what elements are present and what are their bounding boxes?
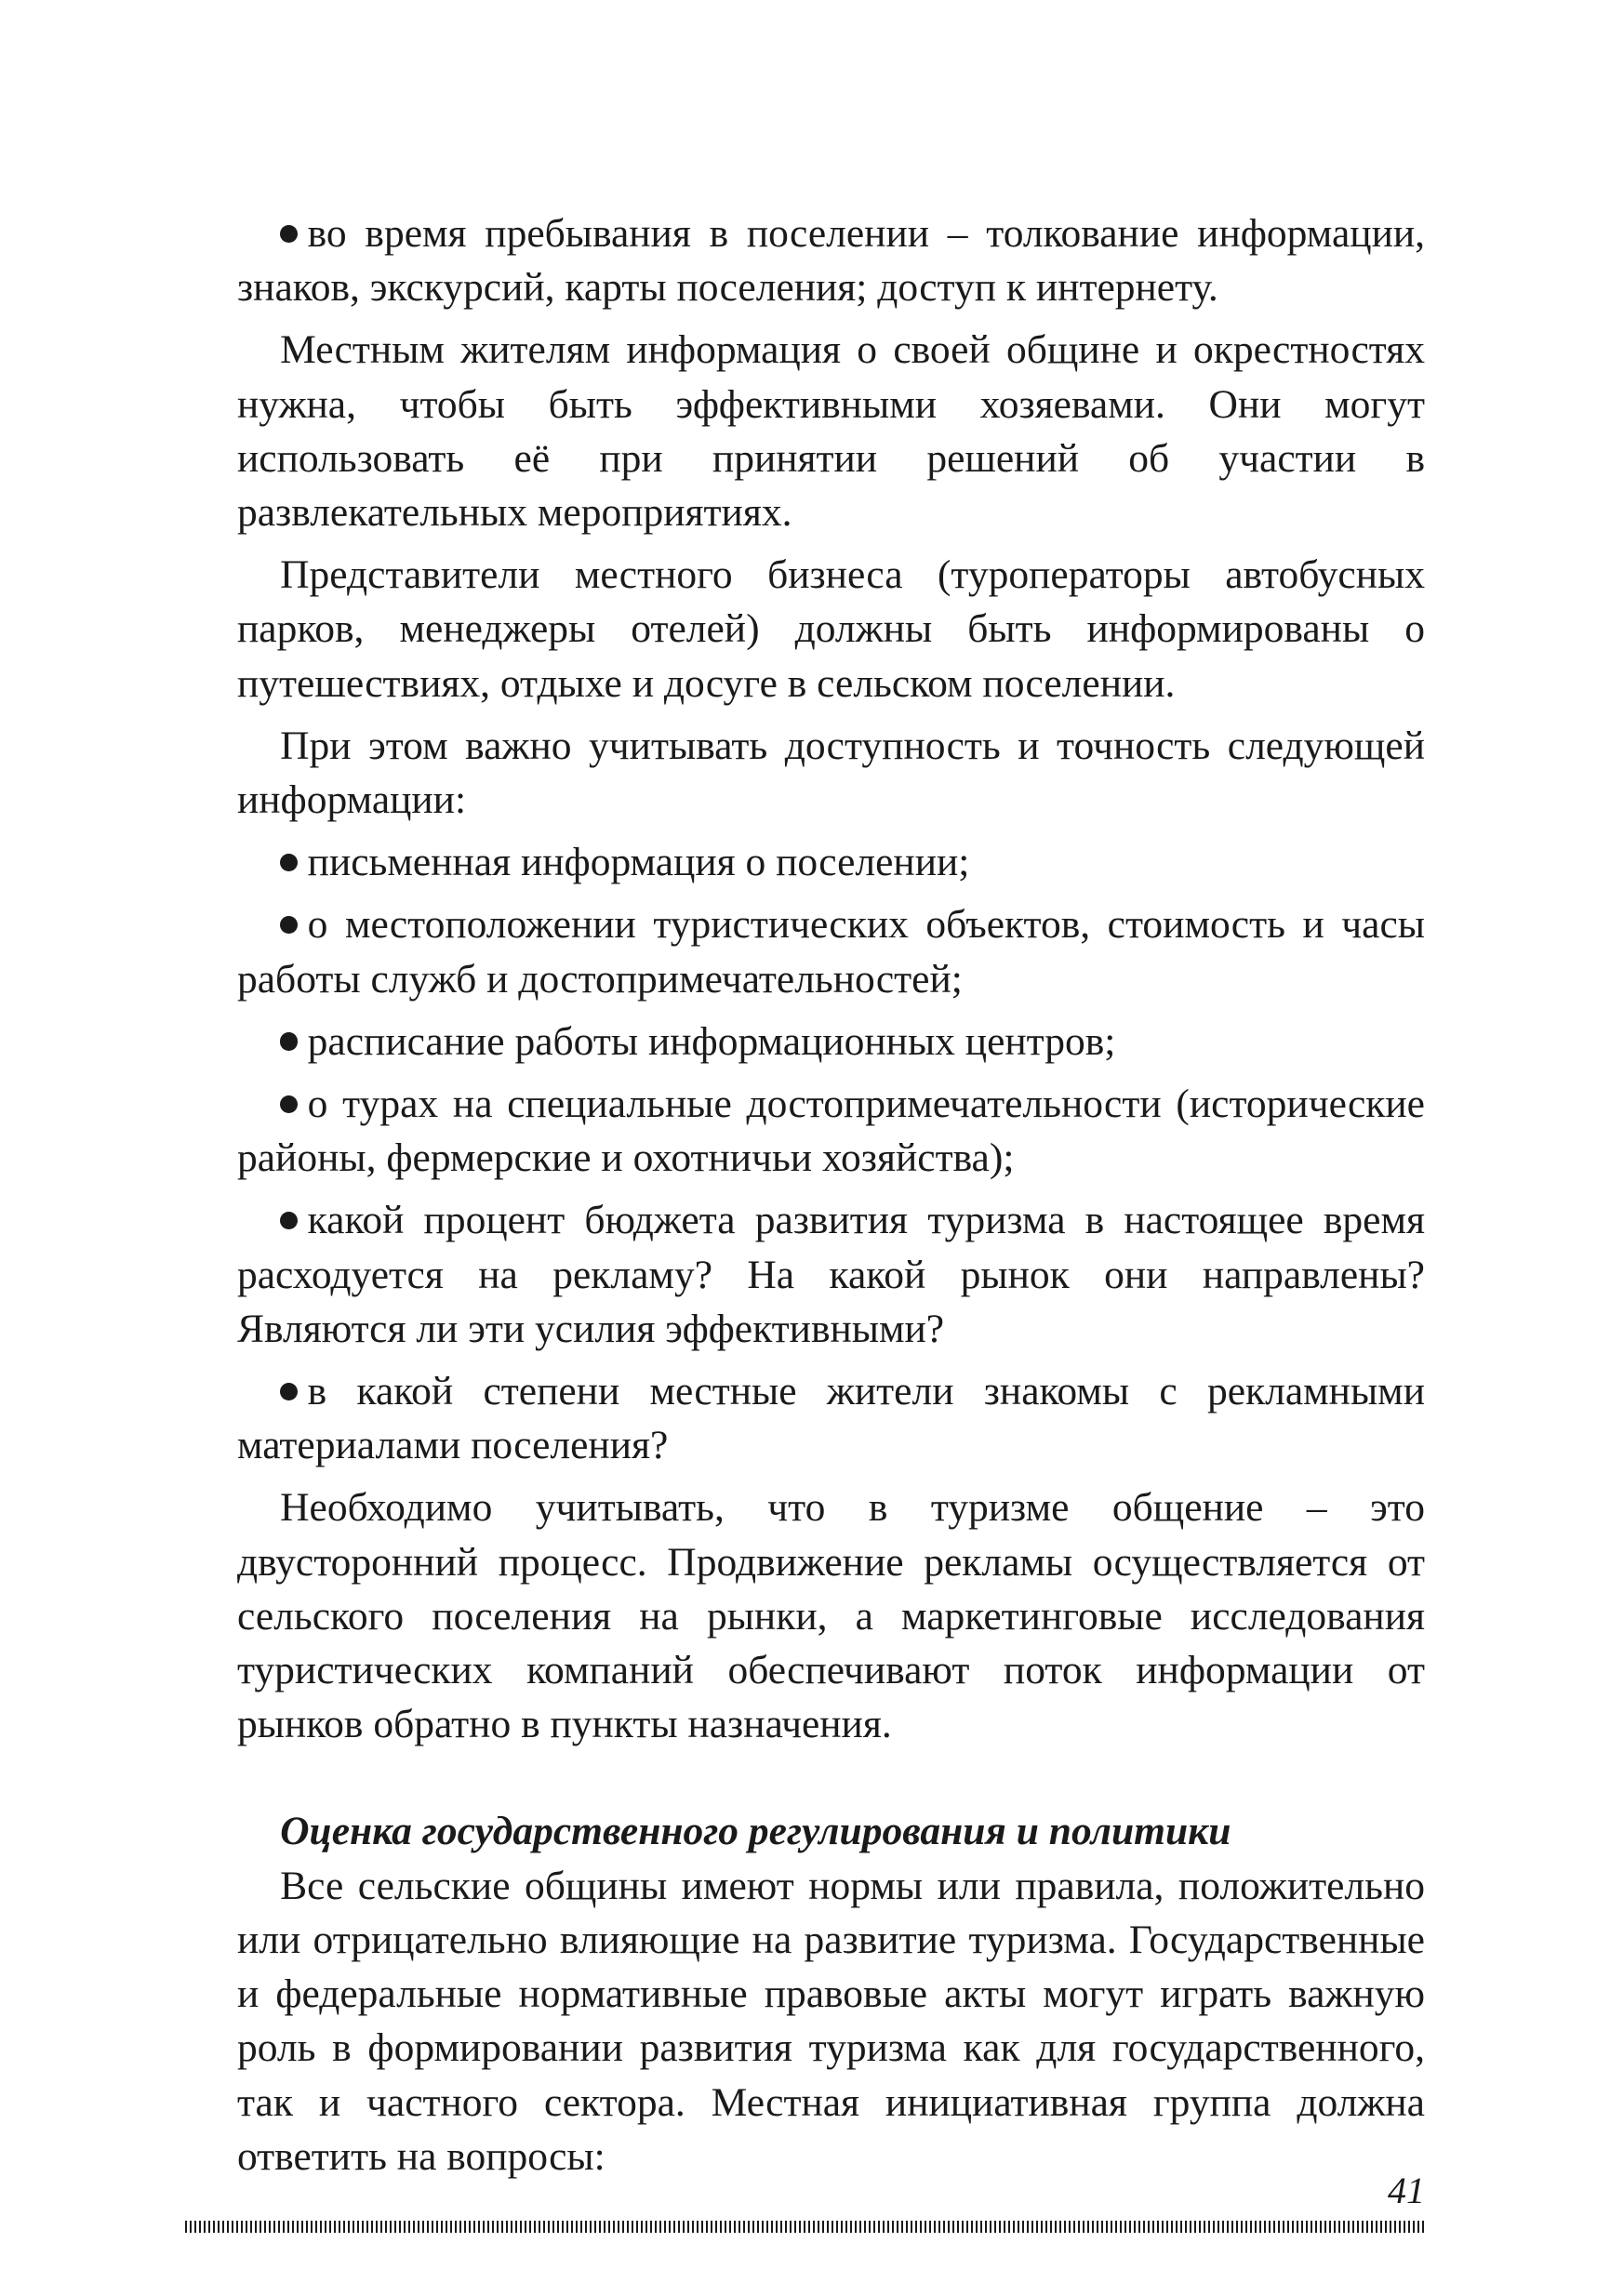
bullet-text: во время пребывания в поселении – толкование информации, знаков, экскурсий, карты поселения; доступ к интернету. bbox=[237, 211, 1425, 311]
filled-circle-bullet-icon bbox=[280, 854, 298, 871]
bullet-item bbox=[237, 1015, 1425, 1068]
page-number: 41 bbox=[1388, 2170, 1425, 2211]
filled-circle-bullet-icon bbox=[280, 1032, 298, 1050]
filled-circle-bullet-icon bbox=[280, 1212, 298, 1229]
bullet-item bbox=[237, 897, 1425, 1005]
paragraph: Местным жителям информация о своей общине и окрестностях нужна, чтобы быть эффективными хозяевами. Они могут использовать её при принятии решений об участии в развлекательных мероприятиях. bbox=[237, 327, 1425, 536]
bullet-item bbox=[237, 1077, 1425, 1185]
bullet-text: о местоположении туристических объектов, стоимость и часы работы служб и достопримечательностей; bbox=[237, 902, 1425, 1002]
section-heading: Оценка государственного регулирования и политики bbox=[280, 1809, 1231, 1854]
footer-decorative-rule bbox=[185, 2221, 1425, 2233]
paragraph: Представители местного бизнеса (туроператоры автобусных парков, менеджеры отелей) должны быть информированы о путешествиях, отдыхе и досуге в сельском поселении. bbox=[237, 552, 1425, 706]
bullet-item bbox=[237, 835, 1425, 889]
filled-circle-bullet-icon bbox=[280, 1095, 298, 1113]
bullet-text: расписание работы информационных центров; bbox=[307, 1018, 1116, 1064]
bullet-item bbox=[237, 1193, 1425, 1356]
paragraph: При этом важно учитывать доступность и точность следующей информации: bbox=[237, 723, 1425, 823]
paragraph: Необходимо учитывать, что в туризме общение – это двусторонний процесс. Продвижение рекламы осуществляется от сельского поселения на рынки, а маркетинговые исследования туристических компаний обеспечивают поток информации от рынков обратно в пункты назначения. bbox=[237, 1485, 1425, 1747]
bullet-item bbox=[237, 206, 1425, 314]
bullet-text: какой процент бюджета развития туризма в настоящее время расходуется на рекламу? На какой рынок они направлены? Являются ли эти усилия эффективными? bbox=[237, 1198, 1425, 1351]
page-footer bbox=[185, 2170, 1425, 2236]
paragraph: Все сельские общины имеют нормы или правила, положительно или отрицательно влияющие на развитие туризма. Государственные и федеральные нормативные правовые акты могут играть важную роль в формировании развития туризма как для государственного, так и частного сектора. Местная инициативная группа должна ответить на вопросы: bbox=[237, 1863, 1425, 2179]
bullet-text: о турах на специальные достопримечательности (исторические районы, фермерские и охотничьи хозяйства); bbox=[237, 1082, 1425, 1181]
bullet-text: в какой степени местные жители знакомы с рекламными материалами поселения? bbox=[237, 1369, 1425, 1468]
bullet-text: письменная информация о поселении; bbox=[307, 840, 970, 885]
filled-circle-bullet-icon bbox=[280, 1383, 298, 1400]
page-body bbox=[237, 206, 1425, 2192]
filled-circle-bullet-icon bbox=[280, 225, 298, 243]
filled-circle-bullet-icon bbox=[280, 916, 298, 934]
bullet-item bbox=[237, 1364, 1425, 1472]
